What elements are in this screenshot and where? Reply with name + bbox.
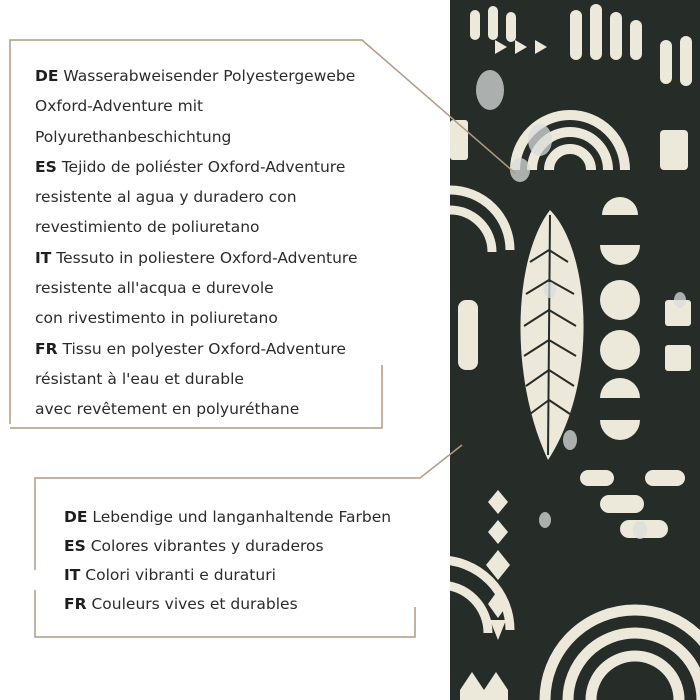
material-line: FR Tissu en polyester Oxford-Adventure xyxy=(35,339,346,358)
material-description-box xyxy=(35,61,435,425)
material-line: avec revêtement en polyuréthane xyxy=(35,400,300,419)
material-line: resistente all'acqua e durevole xyxy=(35,279,274,298)
fabric-swatch-image xyxy=(450,0,700,700)
material-line: resistente al agua y duradero con xyxy=(35,188,297,207)
boho-pattern-graphic xyxy=(450,0,700,700)
material-line: Polyurethanbeschichtung xyxy=(35,127,232,146)
material-line: DE Wasserabweisender Polyestergewebe xyxy=(35,67,356,85)
material-line: revestimiento de poliuretano xyxy=(35,218,260,237)
color-line: DE Lebendige und langanhaltende Farben xyxy=(64,508,392,526)
material-line: Oxford-Adventure mit xyxy=(35,97,204,116)
color-description-box xyxy=(64,503,424,619)
color-line: ES Colores vibrantes y duraderos xyxy=(64,537,324,555)
color-line: FR Couleurs vives et durables xyxy=(64,595,298,613)
material-line: résistant à l'eau et durable xyxy=(35,369,244,388)
material-line: con rivestimento in poliuretano xyxy=(35,309,278,328)
color-line: IT Colori vibranti e duraturi xyxy=(64,566,276,584)
material-line: ES Tejido de poliéster Oxford-Adventure xyxy=(35,157,346,176)
material-line: IT Tessuto in poliestere Oxford-Adventure xyxy=(35,248,358,267)
